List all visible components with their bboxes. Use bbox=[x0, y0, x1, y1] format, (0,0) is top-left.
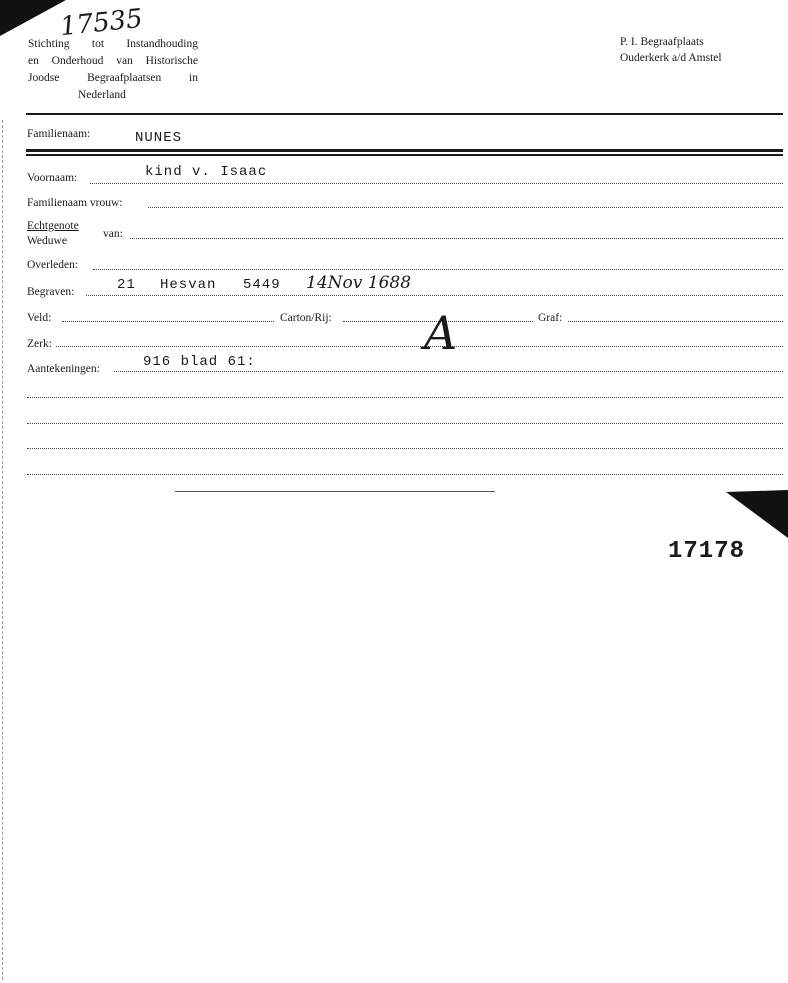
bottom-rule bbox=[175, 491, 495, 492]
graf-label: Graf: bbox=[538, 312, 563, 324]
notes-dotted-line bbox=[27, 397, 783, 398]
voornaam-dotted-line bbox=[90, 183, 783, 184]
begraven-dotted-line bbox=[86, 295, 783, 296]
location-block bbox=[620, 35, 760, 67]
organization-block bbox=[28, 37, 198, 105]
notes-dotted-line bbox=[27, 474, 783, 475]
left-margin-edge bbox=[2, 120, 3, 980]
graf-dotted-line bbox=[568, 321, 783, 322]
voornaam-label: Voornaam: bbox=[27, 172, 78, 184]
begraven-day: 21 bbox=[117, 277, 136, 293]
familienaam-vrouw-label: Familienaam vrouw: bbox=[27, 197, 123, 209]
zerk-dotted-line bbox=[56, 346, 783, 347]
location-line: P. I. Begraafplaats bbox=[620, 36, 704, 48]
aantekeningen-label: Aantekeningen: bbox=[27, 363, 100, 375]
overleden-label: Overleden: bbox=[27, 259, 79, 271]
organization-line: en Onderhoud van Historische bbox=[28, 55, 198, 67]
organization-line: Nederland bbox=[78, 89, 126, 101]
organization-line: Joodse Begraafplaatsen in bbox=[28, 72, 198, 84]
van-dotted-line bbox=[130, 238, 783, 239]
weduwe-label: Weduwe bbox=[27, 235, 67, 247]
notes-dotted-line bbox=[27, 423, 783, 424]
familienaam-value: NUNES bbox=[135, 130, 183, 146]
veld-label: Veld: bbox=[27, 312, 52, 324]
aantekeningen-dotted-line bbox=[114, 371, 783, 372]
stamp-number: 17178 bbox=[668, 538, 746, 565]
organization-line: Stichting tot Instandhouding bbox=[28, 38, 198, 50]
begraven-year: 5449 bbox=[243, 277, 281, 293]
begraven-month: Hesvan bbox=[160, 277, 217, 293]
header-divider bbox=[26, 113, 783, 115]
echtgenote-label: Echtgenote bbox=[27, 220, 79, 232]
begraven-civil-date: 14Nov 1688 bbox=[306, 273, 412, 293]
voornaam-value: kind v. Isaac bbox=[145, 164, 268, 180]
double-rule-top bbox=[26, 149, 783, 152]
double-rule-bottom bbox=[26, 154, 783, 156]
veld-dotted-line bbox=[62, 321, 274, 322]
location-line: Ouderkerk a/d Amstel bbox=[620, 52, 722, 64]
familienaam-vrouw-dotted-line bbox=[148, 207, 783, 208]
notes-dotted-line bbox=[27, 448, 783, 449]
van-label: van: bbox=[103, 228, 123, 240]
zerk-label: Zerk: bbox=[27, 338, 52, 350]
corner-mark-right bbox=[726, 490, 788, 540]
handwritten-mark: A bbox=[424, 306, 458, 360]
overleden-dotted-line bbox=[93, 269, 783, 270]
begraven-label: Begraven: bbox=[27, 286, 75, 298]
carton-rij-label: Carton/Rij: bbox=[280, 312, 332, 324]
handwritten-archive-number: 17535 bbox=[58, 3, 145, 43]
aantekeningen-value: 916 blad 61: bbox=[143, 354, 256, 370]
familienaam-label: Familienaam: bbox=[27, 128, 91, 140]
